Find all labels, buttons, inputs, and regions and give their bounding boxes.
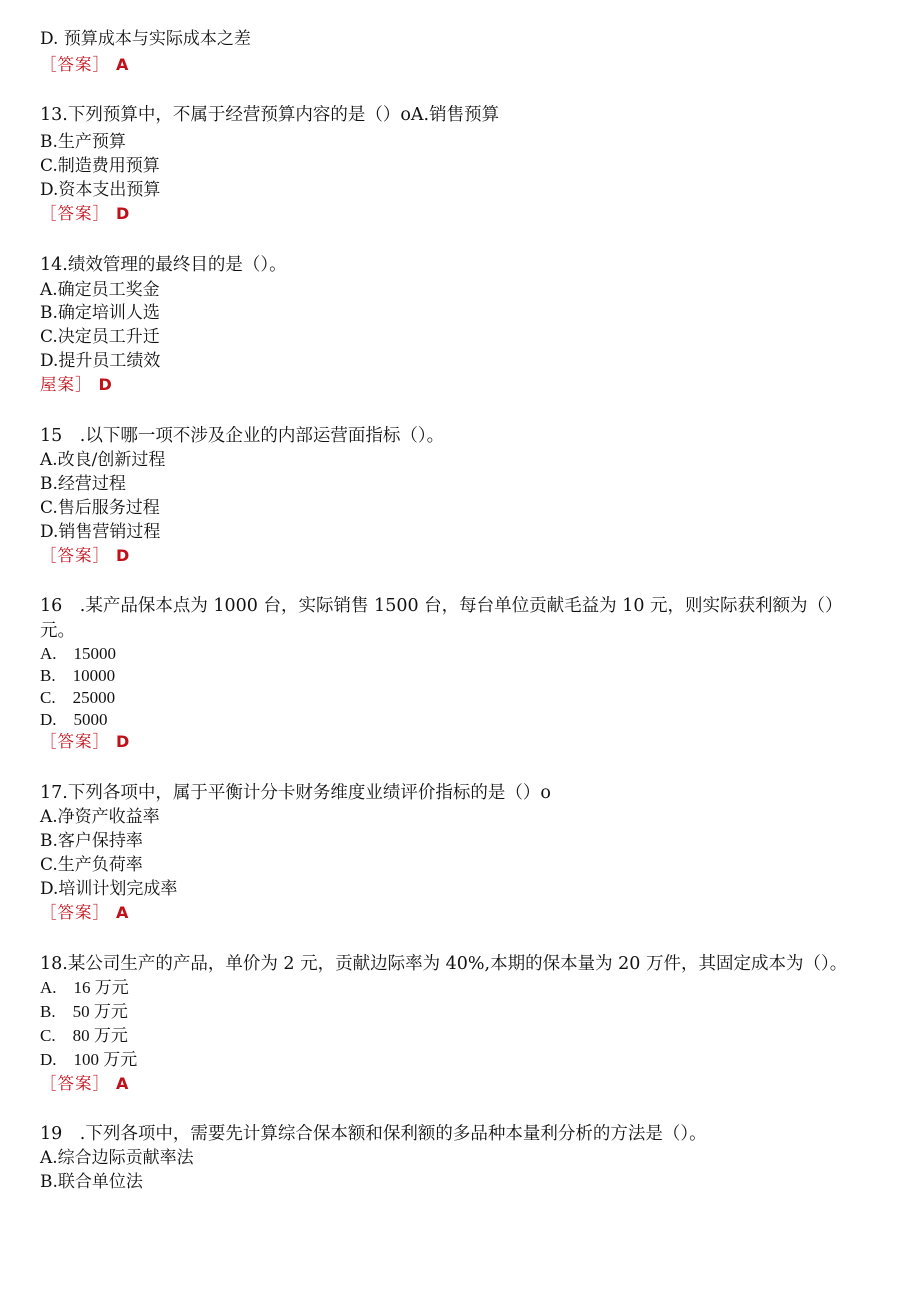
q17-stem: 17.下列各项中，属于平衡计分卡财务维度业绩评价指标的是（）o	[40, 783, 551, 803]
answer-label: ［答案］	[40, 546, 110, 565]
q12-option-d: D. 预算成本与实际成本之差	[40, 29, 251, 49]
q16-option-c: C. 25000	[40, 688, 116, 707]
q17-option-a: A.净资产收益率	[40, 807, 160, 827]
q18-option-d: D. 100 万元	[40, 1050, 138, 1069]
answer-label: ［答案］	[40, 1074, 110, 1093]
q16-stem-continued: 元。	[40, 621, 75, 641]
answer-label: ［答案］	[40, 903, 110, 922]
answer-letter: D	[98, 375, 113, 394]
q12-answer	[40, 54, 129, 76]
answer-letter: D	[116, 546, 131, 565]
q18-option-b: B. 50 万元	[40, 1002, 128, 1021]
q15-option-a: A.改良/创新过程	[40, 450, 166, 470]
answer-letter: D	[116, 204, 131, 223]
q18-option-a: A. 16 万元	[40, 978, 129, 997]
q18-stem: 18.某公司生产的产品，单价为 2 元，贡献边际率为 40%,本期的保本量为 20 万件，其固定成本为（）。	[40, 954, 848, 974]
answer-letter: A	[116, 903, 130, 922]
q17-option-d: D.培训计划完成率	[40, 879, 178, 899]
q19-stem: 19 .下列各项中，需要先计算综合保本额和保利额的多品种本量利分析的方法是（）。	[40, 1124, 707, 1144]
q19-option-b: B.联合单位法	[40, 1172, 143, 1192]
q13-answer	[40, 203, 130, 225]
answer-label: ［答案］	[40, 732, 110, 751]
answer-letter: A	[116, 55, 130, 74]
q16-answer	[40, 731, 130, 753]
q15-answer	[40, 545, 130, 567]
answer-letter: A	[116, 1074, 130, 1093]
q14-answer	[40, 374, 113, 396]
q19-option-a: A.综合边际贡献率法	[40, 1148, 194, 1168]
q13-option-b: B.生产预算	[40, 132, 126, 152]
answer-label: 屋案］	[40, 375, 93, 394]
q14-option-d: D.提升员工绩效	[40, 351, 161, 371]
q17-answer	[40, 902, 129, 924]
q13-stem: 13.下列预算中，不属于经营预算内容的是（）oA.销售预算	[40, 105, 500, 125]
q16-stem: 16 .某产品保本点为 1000 台，实际销售 1500 台，每台单位贡献毛益为 10 元，则实际获利额为（）	[40, 596, 843, 616]
q14-option-c: C.决定员工升迁	[40, 327, 160, 347]
q16-option-a: A. 15000	[40, 644, 117, 663]
q14-option-b: B.确定培训人选	[40, 303, 160, 323]
q16-option-d: D. 5000	[40, 710, 108, 729]
q18-option-c: C. 80 万元	[40, 1026, 128, 1045]
q13-option-d: D.资本支出预算	[40, 180, 161, 200]
q17-option-b: B.客户保持率	[40, 831, 143, 851]
q15-stem: 15 .以下哪一项不涉及企业的内部运营面指标（）。	[40, 426, 445, 446]
q16-option-b: B. 10000	[40, 666, 116, 685]
q15-option-c: C.售后服务过程	[40, 498, 160, 518]
q17-option-c: C.生产负荷率	[40, 855, 143, 875]
q15-option-b: B.经营过程	[40, 474, 126, 494]
q13-option-c: C.制造费用预算	[40, 156, 160, 176]
q14-option-a: A.确定员工奖金	[40, 280, 160, 300]
q14-stem: 14.绩效管理的最终目的是（）。	[40, 255, 287, 275]
answer-label: ［答案］	[40, 55, 110, 74]
answer-label: ［答案］	[40, 204, 110, 223]
q15-option-d: D.销售营销过程	[40, 522, 161, 542]
q18-answer	[40, 1073, 129, 1095]
answer-letter: D	[116, 732, 131, 751]
